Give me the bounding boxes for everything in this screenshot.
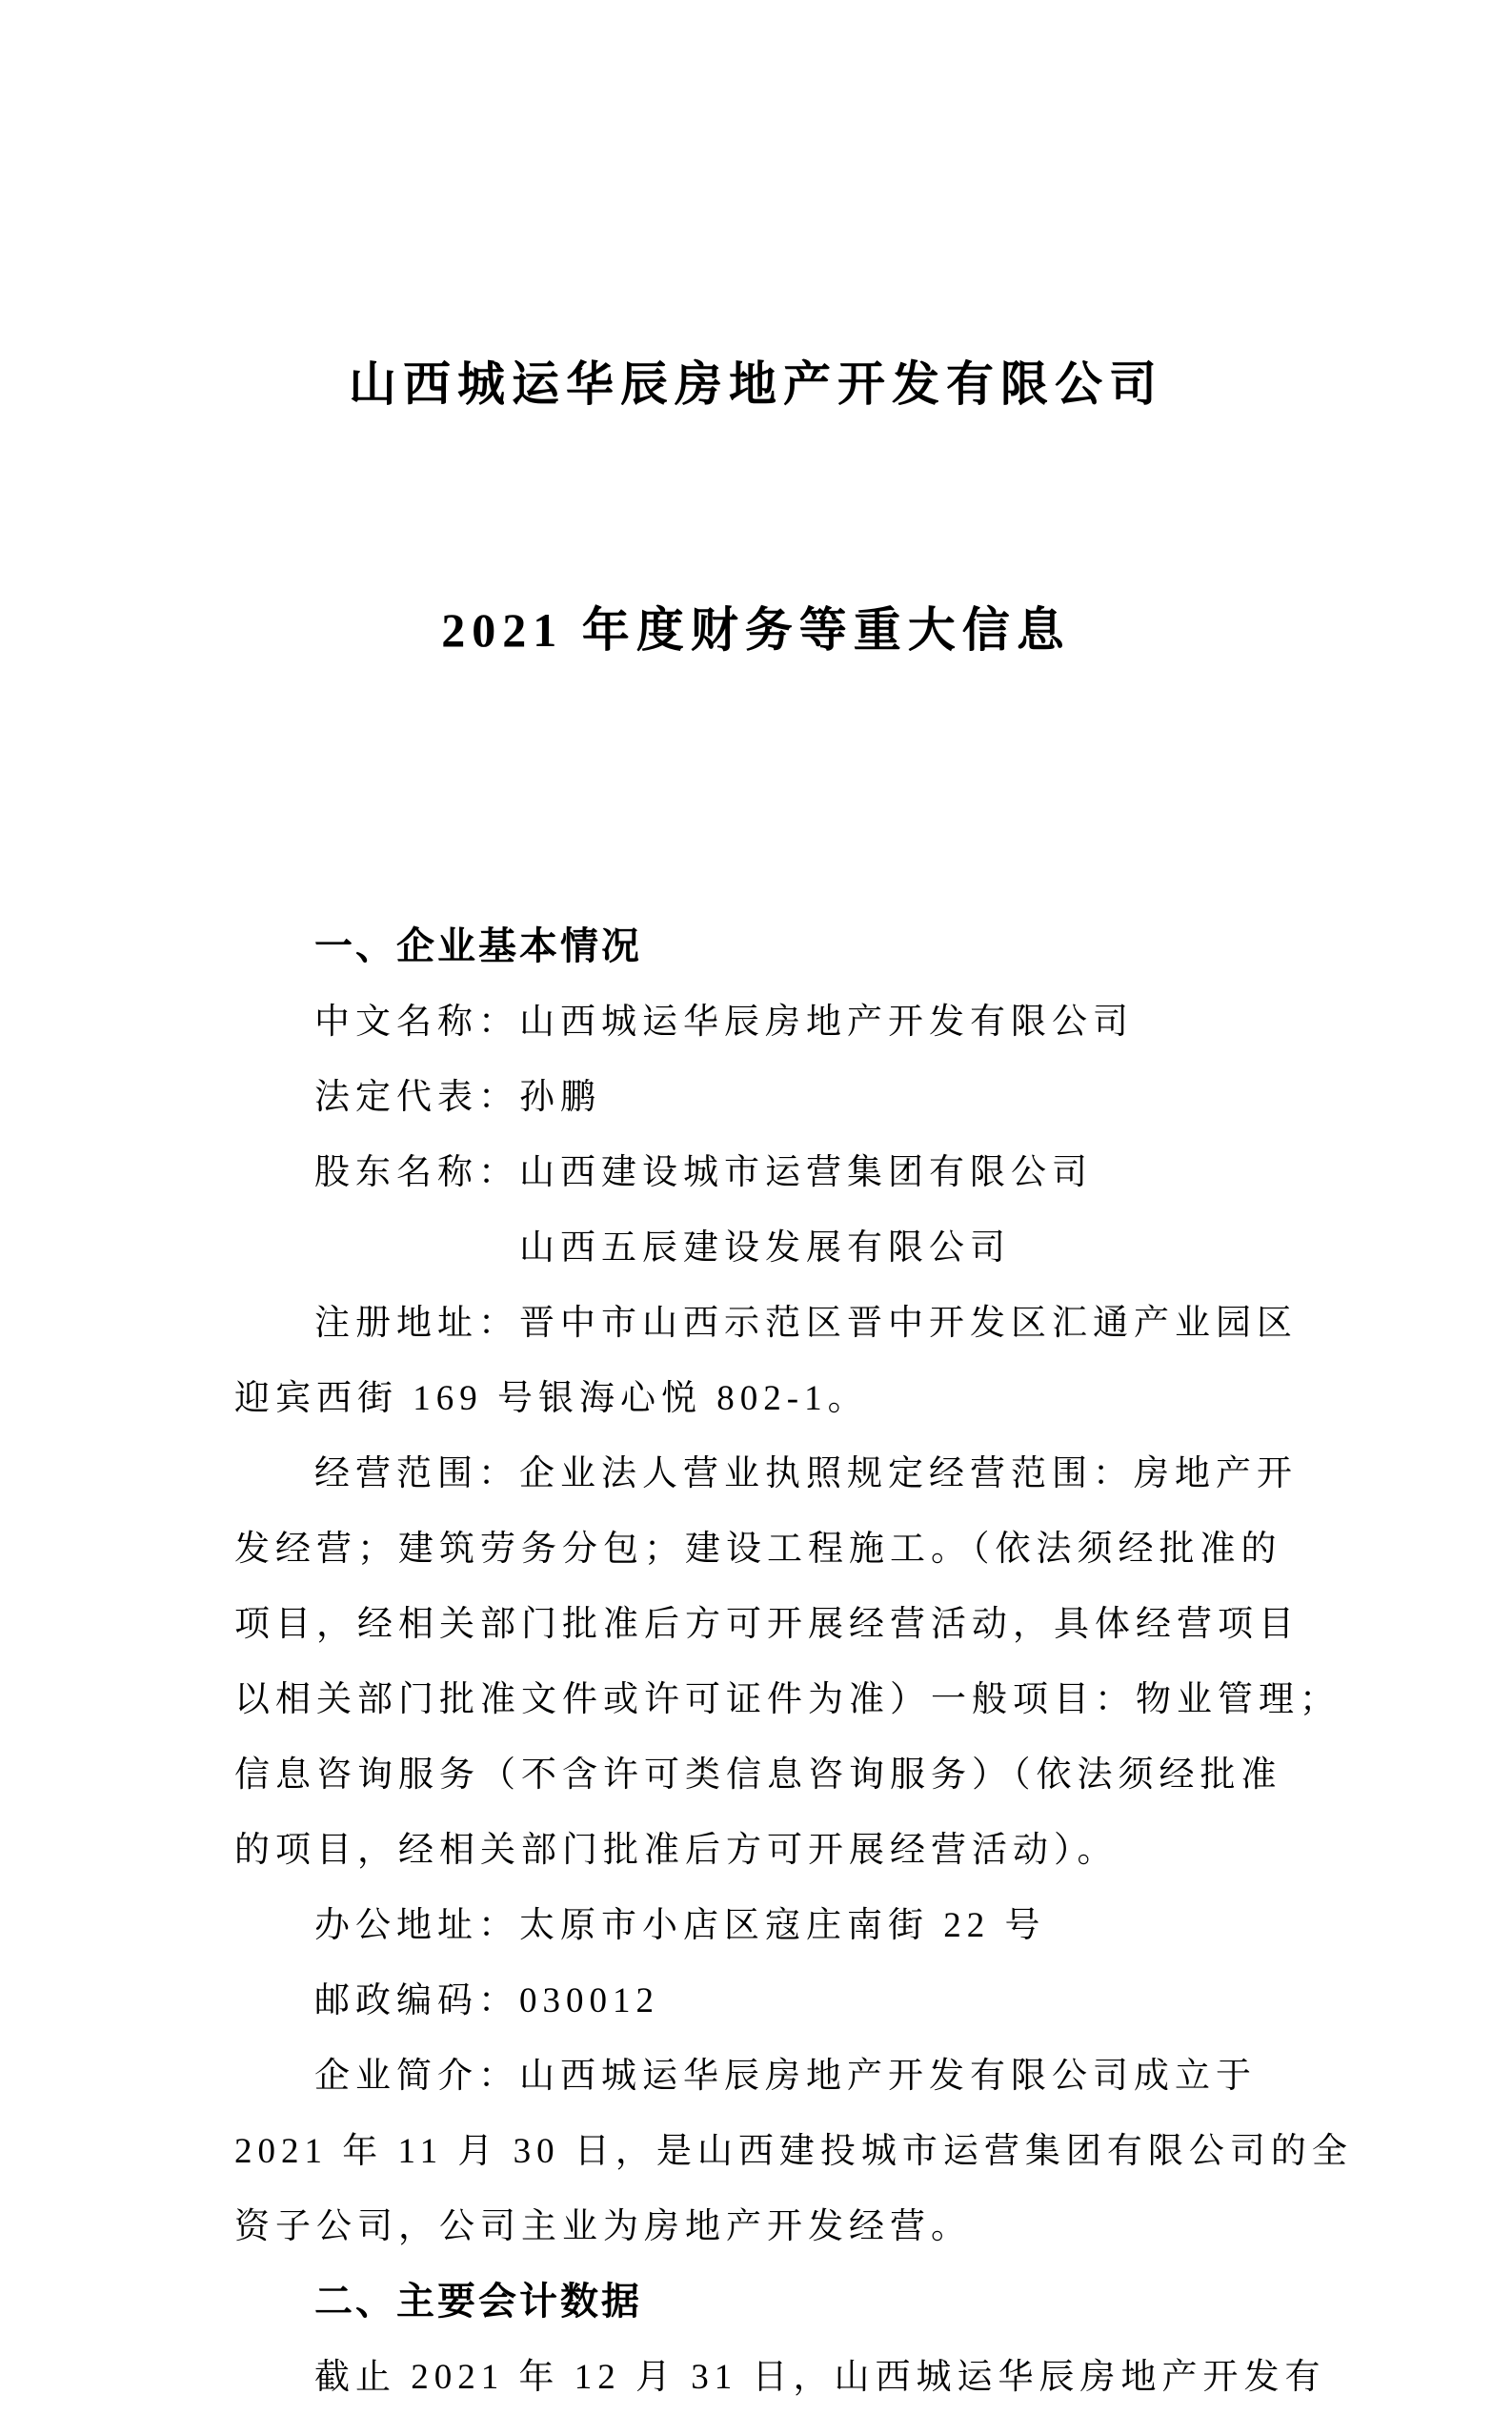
document-line: 中文名称：山西城运华辰房地产开发有限公司: [314, 1003, 1134, 1042]
document-line: 邮政编码：030012: [314, 1981, 659, 2020]
section-heading-2: 二、主要会计数据: [314, 2281, 642, 2323]
document-title-line-1: 山西城运华辰房地产开发有限公司: [349, 357, 1163, 411]
document-line: 资子公司，公司主业为房地产开发经营。: [234, 2207, 972, 2246]
document-line: 山西五辰建设发展有限公司: [519, 1228, 1011, 1268]
document-title-line-2: 2021 年度财务等重大信息: [441, 603, 1071, 657]
document-title: [0, 0, 1512, 835]
document-line: 信息咨询服务（不含许可类信息咨询服务）（依法须经批准: [234, 1755, 1282, 1795]
document-line: 发经营；建筑劳务分包；建设工程施工。（依法须经批准的: [234, 1530, 1282, 1569]
document-line: 截止 2021 年 12 月 31 日，山西城运华辰房地产开发有: [314, 2358, 1326, 2397]
document-line: 迎宾西街 169 号银海心悦 802-1。: [234, 1379, 869, 1418]
section-heading-1: 一、企业基本情况: [314, 925, 642, 967]
document-line: 股东名称：山西建设城市运营集团有限公司: [314, 1153, 1093, 1192]
document-line: 企业简介：山西城运华辰房地产开发有限公司成立于: [314, 2057, 1257, 2096]
document-sections: [234, 909, 1353, 2415]
document-line: 注册地址：晋中市山西示范区晋中开发区汇通产业园区: [314, 1304, 1298, 1343]
document-line: 经营范围：企业法人营业执照规定经营范围：房地产开: [314, 1454, 1298, 1493]
document-line: 项目，经相关部门批准后方可开展经营活动，具体经营项目: [234, 1605, 1300, 1644]
document-line: 2021 年 11 月 30 日，是山西建投城市运营集团有限公司的全: [234, 2132, 1353, 2171]
document-line: 的项目，经相关部门批准后方可开展经营活动）。: [234, 1831, 1119, 1870]
document-line: 法定代表：孙鹏: [314, 1078, 601, 1117]
document-body: [0, 909, 1512, 2415]
document-line: 以相关部门批准文件或许可证件为准）一般项目：物业管理；: [234, 1680, 1341, 1719]
document-line: 办公地址：太原市小店区寇庄南街 22 号: [314, 1906, 1046, 1945]
